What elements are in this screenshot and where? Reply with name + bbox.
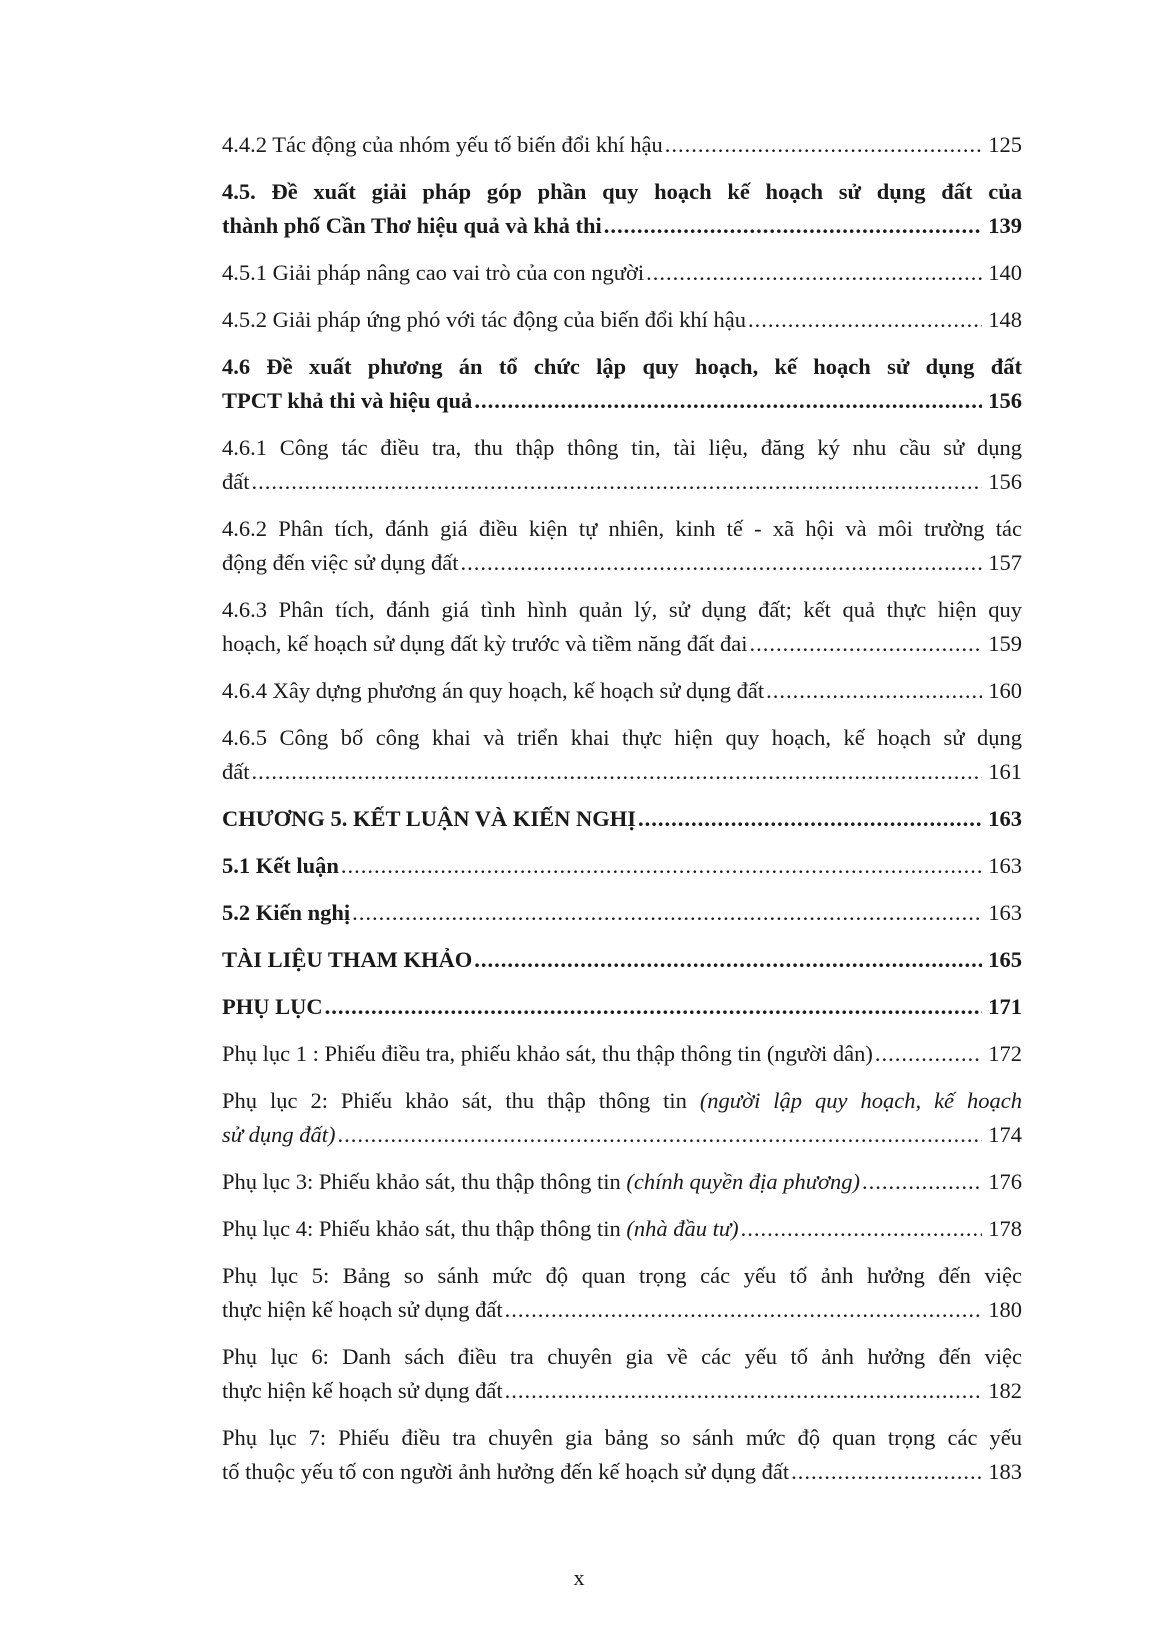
toc-entry-title-line	[222, 1084, 1022, 1118]
toc-entry-title-text: Phụ lục 4: Phiếu khảo sát, thu thập thông tin	[222, 1216, 627, 1241]
dot-leader	[461, 546, 983, 580]
toc-entry-leader-line	[222, 256, 1022, 290]
toc-entry-leader-line	[222, 1165, 1022, 1199]
toc-entry-title-text: CHƯƠNG 5. KẾT LUẬN VÀ KIẾN NGHỊ	[222, 806, 637, 831]
toc-entry-title-text: Phụ lục 1 : Phiếu điều tra, phiếu khảo sát, thu thập thông tin (người dân)	[222, 1041, 873, 1066]
toc-page-number: 182	[988, 1378, 1022, 1403]
toc-entry-title-text: thực hiện kế hoạch sử dụng đất	[222, 1378, 503, 1403]
toc-entry[interactable]	[222, 674, 1022, 708]
toc-entry-leader-line	[222, 1293, 1022, 1327]
toc-entry-title-line	[222, 1421, 1022, 1455]
toc-entry-title-italic: (nhà đầu tư)	[626, 1216, 739, 1241]
toc-entry-leader-line	[222, 802, 1022, 836]
toc-entry-leader-line	[222, 674, 1022, 708]
toc-entry-title	[222, 128, 663, 162]
toc-entry-title-text: động đến việc sử dụng đất	[222, 550, 459, 575]
toc-entry-title-text: Phụ lục 2: Phiếu khảo sát, thu thập thông tin	[222, 1088, 700, 1113]
toc-entry[interactable]	[222, 303, 1022, 337]
toc-page-number: 176	[988, 1169, 1022, 1194]
toc-entry-title	[222, 849, 339, 883]
toc-entry[interactable]	[222, 128, 1022, 162]
toc-entry-title-text: Phụ lục 5: Bảng so sánh mức độ quan trọng các yếu tố ảnh hưởng đến việc	[222, 1263, 1022, 1288]
toc-entry-title-text: 5.2 Kiến nghị	[222, 900, 351, 925]
toc-entry-title-text: thực hiện kế hoạch sử dụng đất	[222, 1297, 503, 1322]
toc-entry-title	[222, 1037, 873, 1071]
toc-entry[interactable]	[222, 256, 1022, 290]
toc-entry-title	[222, 546, 459, 580]
toc-page-number: 156	[988, 469, 1022, 494]
toc-entry-leader-line	[222, 1374, 1022, 1408]
toc-entry-title	[222, 1165, 860, 1199]
toc-page-number: 140	[988, 260, 1022, 285]
toc-entry-title	[222, 674, 764, 708]
toc-entry-title-text: 4.6 Đề xuất phương án tổ chức lập quy hoạch, kế hoạch sử dụng đất	[222, 354, 1022, 379]
toc-entry-title-line	[222, 431, 1022, 465]
toc-entry[interactable]	[222, 721, 1022, 789]
toc-entry-title-text: TPCT khả thi và hiệu quả	[222, 388, 473, 413]
toc-entry-title-italic: sử dụng đất)	[222, 1122, 336, 1147]
toc-entry-leader-line	[222, 303, 1022, 337]
toc-page-number: 160	[988, 678, 1022, 703]
dot-leader	[338, 1118, 983, 1152]
toc-entry-leader-line	[222, 896, 1022, 930]
toc-entry-title	[222, 209, 602, 243]
toc-entry-title	[222, 303, 746, 337]
toc-entry-leader-line	[222, 546, 1022, 580]
toc-entry-leader-line	[222, 384, 1022, 418]
toc-entry-title-text: 4.6.4 Xây dựng phương án quy hoạch, kế hoạch sử dụng đất	[222, 678, 765, 703]
dot-leader	[505, 1374, 983, 1408]
toc-entry-title-text: 5.1 Kết luận	[222, 853, 339, 878]
toc-entry-title-text: 4.5.2 Giải pháp ứng phó với tác động của biến đổi khí hậu	[222, 307, 746, 332]
toc-entry-leader-line	[222, 209, 1022, 243]
toc-entry-title-italic: (chính quyền địa phương)	[626, 1169, 860, 1194]
toc-entry-title-text: PHỤ LỤC	[222, 994, 323, 1019]
toc-entry[interactable]	[222, 896, 1022, 930]
toc-page-number: 161	[988, 759, 1022, 784]
toc-page-number: 178	[988, 1216, 1022, 1241]
toc-entry-title-text: Phụ lục 6: Danh sách điều tra chuyên gia về các yếu tố ảnh hưởng đến việc	[222, 1344, 1022, 1369]
dot-leader	[341, 849, 982, 883]
toc-entry[interactable]	[222, 1340, 1022, 1408]
toc-entry-title-text: đất	[222, 469, 250, 494]
toc-entry-title-text: 4.6.5 Công bố công khai và triển khai thực hiện quy hoạch, kế hoạch sử dụng	[222, 725, 1022, 750]
toc-entry-title-text: Phụ lục 7: Phiếu điều tra chuyên gia bảng so sánh mức độ quan trọng các yếu	[222, 1425, 1022, 1450]
dot-leader	[325, 990, 983, 1024]
page-number: x	[573, 1565, 585, 1590]
toc-entry-leader-line	[222, 627, 1022, 661]
toc-entry-title	[222, 384, 472, 418]
toc-entry-title-text: 4.6.1 Công tác điều tra, thu thập thông tin, tài liệu, đăng ký nhu cầu sử dụng	[222, 435, 1022, 460]
toc-entry-title-text: 4.4.2 Tác động của nhóm yếu tố biến đổi khí hậu	[222, 132, 663, 157]
dot-leader	[474, 943, 982, 977]
toc-entry-title-text: 4.6.2 Phân tích, đánh giá điều kiện tự nhiên, kinh tế - xã hội và môi trường tác	[222, 516, 1022, 541]
toc-entry-title-text: đất	[222, 759, 250, 784]
toc-entry-leader-line	[222, 1118, 1022, 1152]
toc-entry-title-italic: (người lập quy hoạch, kế hoạch	[699, 1088, 1022, 1113]
dot-leader	[748, 303, 982, 337]
toc-entry-title-text: thành phố Cần Thơ hiệu quả và khả thi	[222, 213, 602, 238]
toc-entry[interactable]	[222, 175, 1022, 243]
toc-entry[interactable]	[222, 350, 1022, 418]
toc-entry-title-text: 4.5. Đề xuất giải pháp góp phần quy hoạch kế hoạch sử dụng đất của	[222, 179, 1022, 204]
toc-entry-title-text: TÀI LIỆU THAM KHẢO	[222, 947, 473, 972]
toc-entry-title	[222, 627, 748, 661]
toc-page-number: 172	[988, 1041, 1022, 1066]
dot-leader	[862, 1165, 982, 1199]
dot-leader	[252, 465, 983, 499]
toc-entry-leader-line	[222, 465, 1022, 499]
toc-page-number: 125	[988, 132, 1022, 157]
toc-entry-title	[222, 896, 350, 930]
toc-entry-title	[222, 1455, 789, 1489]
toc-entry[interactable]	[222, 990, 1022, 1024]
dot-leader	[741, 1212, 983, 1246]
toc-page-number: 174	[988, 1122, 1022, 1147]
dot-leader	[604, 209, 983, 243]
toc-entry-title-line	[222, 721, 1022, 755]
dot-leader	[875, 1037, 982, 1071]
toc-entry-title-line	[222, 1340, 1022, 1374]
toc-entry-title-line	[222, 350, 1022, 384]
toc-entry-leader-line	[222, 1212, 1022, 1246]
toc-entry[interactable]	[222, 849, 1022, 883]
dot-leader	[505, 1293, 983, 1327]
toc-entry[interactable]	[222, 1421, 1022, 1489]
toc-entry-title-line	[222, 593, 1022, 627]
toc-entry[interactable]	[222, 431, 1022, 499]
toc-entry[interactable]	[222, 1037, 1022, 1071]
toc-page-number: 157	[988, 550, 1022, 575]
dot-leader	[474, 384, 982, 418]
toc-page-number: 163	[988, 806, 1022, 831]
toc-entry-title	[222, 943, 472, 977]
toc-entry-title	[222, 465, 250, 499]
toc-entry-title	[222, 1118, 336, 1152]
dot-leader	[750, 627, 983, 661]
toc-entry-title-text: 4.6.3 Phân tích, đánh giá tình hình quản lý, sử dụng đất; kết quả thực hiện quy	[222, 597, 1022, 622]
toc-entry-title-line	[222, 175, 1022, 209]
toc-page-number: 139	[988, 213, 1022, 238]
toc-page-number: 165	[988, 947, 1022, 972]
toc-entry[interactable]	[222, 1212, 1022, 1246]
toc-entry-title-text: hoạch, kế hoạch sử dụng đất kỳ trước và tiềm năng đất đai	[222, 631, 748, 656]
toc-page-number: 159	[988, 631, 1022, 656]
toc-entry[interactable]	[222, 943, 1022, 977]
toc-entry-leader-line	[222, 755, 1022, 789]
toc-page-number: 180	[988, 1297, 1022, 1322]
toc-entry[interactable]	[222, 593, 1022, 661]
toc-page-number: 148	[988, 307, 1022, 332]
dot-leader	[638, 802, 982, 836]
toc-entry-leader-line	[222, 1037, 1022, 1071]
toc-entry-leader-line	[222, 849, 1022, 883]
toc-entry-leader-line	[222, 1455, 1022, 1489]
toc-entry-title	[222, 1374, 503, 1408]
toc-entry-title	[222, 256, 644, 290]
toc-entry[interactable]	[222, 1259, 1022, 1327]
toc-entry-title-line	[222, 512, 1022, 546]
toc-page-number: 163	[988, 853, 1022, 878]
table-of-contents	[222, 128, 1022, 1502]
dot-leader	[352, 896, 982, 930]
dot-leader	[766, 674, 982, 708]
toc-entry[interactable]	[222, 802, 1022, 836]
toc-entry-title	[222, 990, 323, 1024]
toc-entry-title	[222, 755, 250, 789]
dot-leader	[665, 128, 983, 162]
toc-page-number: 183	[988, 1459, 1022, 1484]
toc-entry[interactable]	[222, 512, 1022, 580]
toc-page-number: 171	[988, 994, 1022, 1019]
toc-page-number: 156	[988, 388, 1022, 413]
toc-page-number: 163	[988, 900, 1022, 925]
toc-entry-title-text: Phụ lục 3: Phiếu khảo sát, thu thập thông tin	[222, 1169, 627, 1194]
toc-entry[interactable]	[222, 1084, 1022, 1152]
toc-entry[interactable]	[222, 1165, 1022, 1199]
dot-leader	[646, 256, 982, 290]
toc-entry-title-text: tố thuộc yếu tố con người ảnh hưởng đến kế hoạch sử dụng đất	[222, 1459, 790, 1484]
dot-leader	[252, 755, 983, 789]
toc-entry-title-text: 4.5.1 Giải pháp nâng cao vai trò của con người	[222, 260, 645, 285]
toc-entry-leader-line	[222, 128, 1022, 162]
toc-entry-title	[222, 1293, 503, 1327]
toc-entry-title	[222, 802, 636, 836]
toc-entry-leader-line	[222, 990, 1022, 1024]
toc-entry-title	[222, 1212, 739, 1246]
toc-entry-title-line	[222, 1259, 1022, 1293]
dot-leader	[791, 1455, 982, 1489]
toc-entry-leader-line	[222, 943, 1022, 977]
